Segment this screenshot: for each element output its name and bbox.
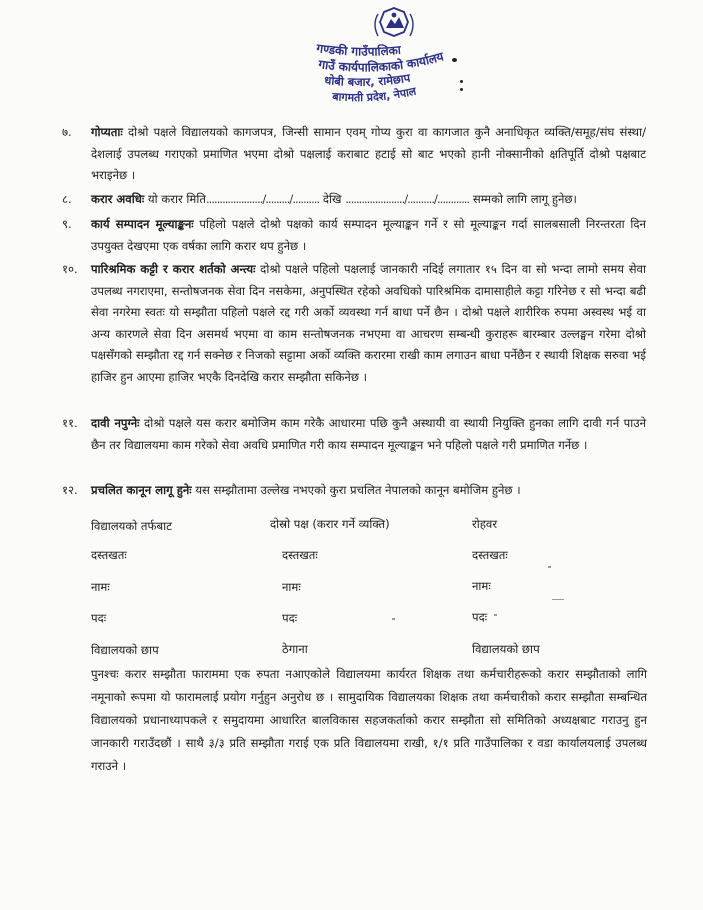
witness-signature-label: दस्तखतः bbox=[472, 548, 508, 562]
clause-9 bbox=[62, 214, 646, 257]
clause-text: दोश्रो पक्षले यस करार बमोजिम काम गरेकै आधारमा पछि कुनै अस्थायी वा स्थायी नियुक्ति हुनका लागि दावी गर्न पाउने छैन तर विद्यालयमा काम गरेको सेवा अवधि प्रमाणित गरी काय सम्पादन मूल्याङ्कन भने पहिलो पक्षले गरी प्रमाणित गर्नेछ । bbox=[91, 416, 647, 452]
clause-10 bbox=[62, 259, 646, 389]
first-party-post-label: पदः bbox=[91, 611, 107, 625]
official-seal bbox=[300, 6, 500, 118]
clause-text: यस सम्झौतामा उल्लेख नभएको कुरा प्रचलित नेपालको कानून बमोजिम हुनेछ । bbox=[191, 483, 521, 497]
seal-line-1: गण्डकी गाउँपालिका bbox=[315, 41, 402, 59]
clause-text: दोश्रो पक्षले पहिलो पक्षलाई जानकारी नदिई लगातार १५ दिन वा सो भन्दा लामो समय सेवा उपलब्ध नगराएमा, सन्तोषजनक सेवा दिन नसकेमा, अनुपस्थित रहेको अवधिको पारिश्रमिक दामासाहीले कट्टा गरिनेछ र सो भन्दा बढी सेवा नगरेमा स्वतः यो सम्झौता पहिलो पक्षले रद्द गरी अर्को व्यवस्था गर्न बाधा पर्ने छैन । दोश्रो पक्षले शारीरिक रुपमा अस्वस्थ भई वा अन्य कारणले सेवा दिन असमर्थ भएमा वा काम सन्तोषजनक नभएमा वा आचरण सम्बन्धी कुराहरू बारम्बार उल्लङ्घन गरेमा दोश्रो पक्षसँगको सम्झौता रद्द गर्न सक्नेछ र निजको सट्टामा अर्को व्यक्ति करारमा राखी काम लगाउन बाधा पर्नेछैन र स्थायी शिक्षक सरुवा भई हाजिर हुन आएमा हाजिर भएकै दिनदेखि करार सम्झौता सकिनेछ । bbox=[91, 262, 646, 384]
clause-number: ८. bbox=[62, 192, 72, 206]
scan-mark bbox=[552, 599, 564, 600]
seal-graphic bbox=[300, 6, 500, 118]
postscript-note: पुनश्चः करार सम्झौता फाराममा एक रुपता नआएकोले विद्यालयमा कार्यरत शिक्षक तथा कर्मचारीहरूको करार सम्झौताको लागि नमूनाको रूपमा यो फारामलाई प्रयोग गर्नुहुन अनुरोध छ । सामुदायिक विद्यालयका शिक्षक तथा कर्मचारीको करार सम्झौता सम्बन्धित विद्यालयको प्रधानाध्यापकले र समुदायमा आधारित बालविकास सहजकर्ताको करार सम्झौता सो समितिको अध्यक्षबाट गराउनु हुन जानकारी गराउँदछौं । साथै ३/३ प्रति सम्झौता गराई एक प्रति विद्यालयमा राखी, १/१ प्रति गाउँपालिका र वडा कार्यालयलाई उपलब्ध गराउने । bbox=[91, 667, 647, 773]
scan-mark bbox=[494, 614, 497, 616]
clause-8 bbox=[62, 189, 646, 211]
witness-heading: रोहवर bbox=[472, 517, 498, 531]
clause-12 bbox=[62, 480, 646, 502]
clause-text-start: यो करार मिति bbox=[144, 192, 206, 206]
seal-line-2: गाउँ कार्यपालिकाको कार्यालय bbox=[317, 49, 446, 75]
second-party-address-label: ठेगाना bbox=[282, 642, 308, 656]
date-blank-from: ...................../........./.......... bbox=[205, 192, 320, 206]
second-party-post-label: पदः bbox=[282, 611, 298, 625]
seal-line-3: धोबी बजार, रामेछाप bbox=[323, 70, 412, 89]
seal-emblem-icon bbox=[375, 8, 413, 36]
clause-7 bbox=[62, 122, 646, 187]
clause-heading: करार अवधिः bbox=[91, 192, 145, 206]
clause-heading: प्रचलित कानून लागू हुनेः bbox=[91, 483, 192, 497]
witness-stamp-label: विद्यालयको छाप bbox=[472, 642, 540, 656]
clause-text: दोश्रो पक्षले विद्यालयको कागजपत्र, जिन्सी सामान एवम् गोप्य कुरा वा कागजात कुनै अनाधिकृत व्यक्ति/समूह/संघ संस्था/देशलाई उपलब्ध गराएको प्रमाणित भएमा दोश्रो पक्षलाई कराबाट हटाई सो बाट भएको हानी नोक्सानीको क्षतिपूर्ति दोश्रो पक्षबाट भराइनेछ । bbox=[91, 125, 646, 183]
second-party-name-label: नामः bbox=[282, 580, 301, 594]
second-party-heading: दोस्रो पक्ष (करार गर्ने व्यक्ति) bbox=[270, 517, 390, 531]
clause-number: १२. bbox=[62, 483, 78, 497]
seal-line-4: बागमती प्रदेश, नेपाल bbox=[331, 84, 418, 105]
clause-text: पहिलो पक्षले दोश्रो पक्षको कार्य सम्पादन मूल्याङ्कन गर्ने र सो मूल्याङ्कन गर्दा सालबसाली निरन्तरता दिन उपयुक्त देखएमा एक वर्षका लागि करार थप हुनेछ । bbox=[91, 217, 646, 253]
first-party-heading: विद्यालयको तर्फबाट bbox=[91, 519, 172, 533]
second-party-signature-label: दस्तखतः bbox=[282, 548, 318, 562]
scan-mark bbox=[392, 618, 395, 620]
first-party-stamp-label: विद्यालयको छाप bbox=[91, 643, 159, 657]
witness-post-label: पदः bbox=[472, 610, 488, 624]
clause-number: ९. bbox=[62, 217, 72, 231]
clause-11 bbox=[62, 413, 646, 456]
clause-number: ११. bbox=[62, 416, 78, 430]
scan-mark bbox=[548, 566, 551, 568]
clause-text-middle: देखि bbox=[319, 192, 346, 206]
clause-number: ७. bbox=[62, 125, 72, 139]
first-party-name-label: नामः bbox=[91, 580, 110, 594]
clause-heading: दावी नपुग्नेः bbox=[91, 416, 140, 430]
date-blank-to: ....................../........../............ bbox=[345, 192, 470, 206]
first-party-signature-label: दस्तखतः bbox=[91, 548, 127, 562]
svg-text:गण्डकी गाउँपालिका bbox=[315, 41, 403, 59]
clause-text-end: सम्मको लागि लागू हुनेछ। bbox=[469, 192, 577, 206]
witness-name-label: नामः bbox=[472, 579, 491, 593]
clause-heading: कार्य सम्पादन मूल्याङ्कनः bbox=[91, 217, 194, 231]
clause-number: १०. bbox=[62, 262, 78, 276]
clause-heading: पारिश्रमिक कट्टी र करार शर्तको अन्त्यः bbox=[91, 262, 256, 276]
clause-heading: गोप्यताः bbox=[91, 125, 123, 139]
